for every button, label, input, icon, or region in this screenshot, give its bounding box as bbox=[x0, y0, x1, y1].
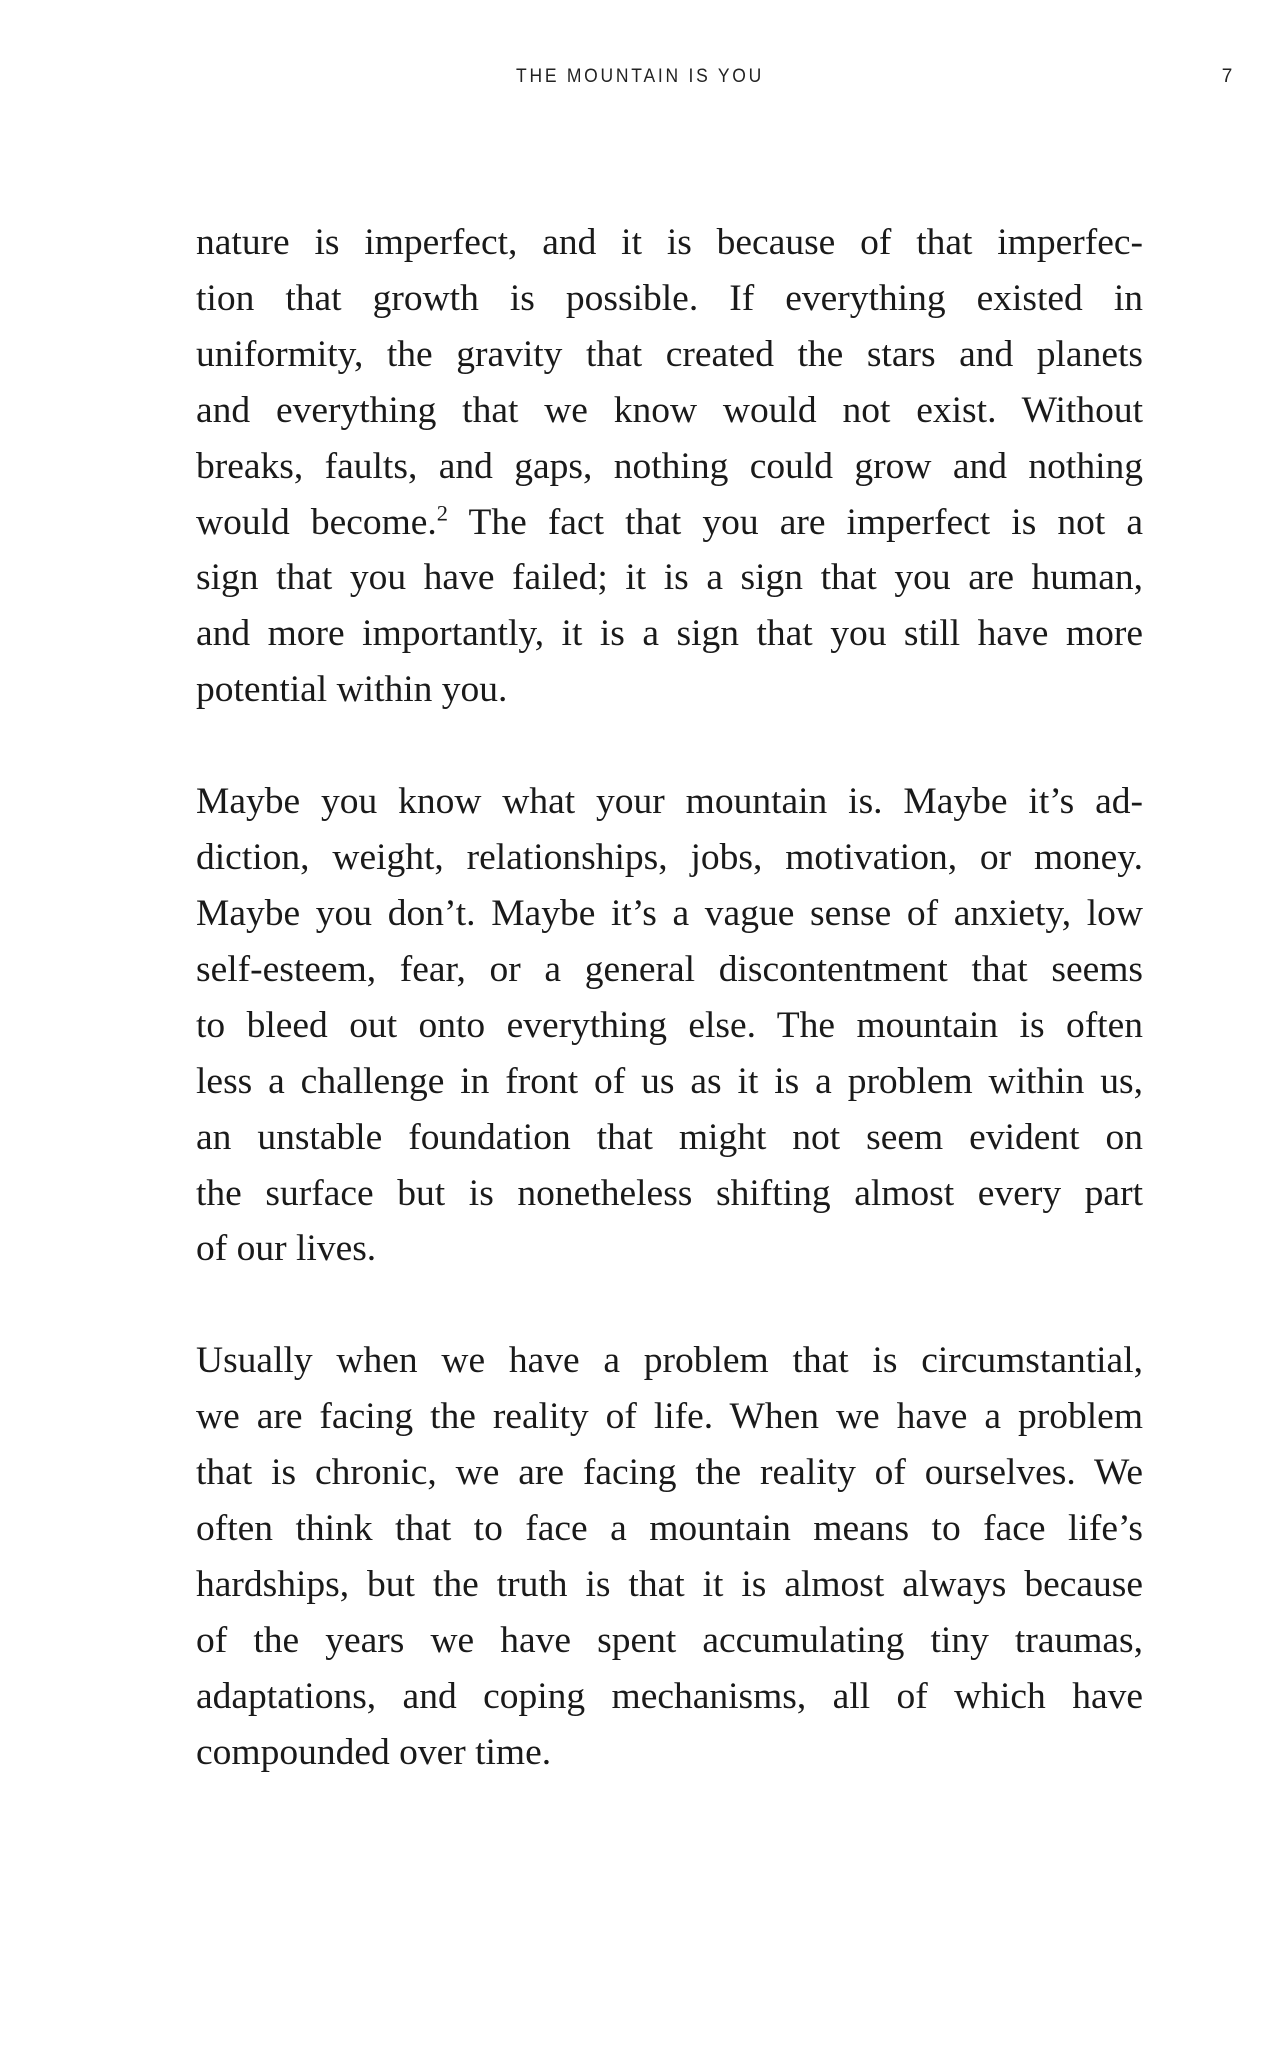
text-line: to bleed out onto everything else. The mountain is often bbox=[196, 1004, 1143, 1046]
text-line: an unstable foundation that might not seem evident on bbox=[196, 1116, 1143, 1158]
text-line: nature is imperfect, and it is because of that imperfec- bbox=[196, 222, 1143, 263]
text-line: of the years we have spent accumulating tiny traumas, bbox=[196, 1619, 1143, 1661]
footnote-marker[interactable]: 2 bbox=[436, 500, 449, 526]
text-line: diction, weight, relationships, jobs, motivation, or money. bbox=[196, 837, 1143, 879]
text-line: less a challenge in front of us as it is a problem within us, bbox=[196, 1060, 1143, 1102]
body-text bbox=[196, 215, 1143, 1837]
text-line: Maybe you know what your mountain is. Maybe it’s ad- bbox=[196, 781, 1143, 823]
paragraph-3 bbox=[196, 1333, 1143, 1780]
text-line: self-esteem, fear, or a general discontentment that seems bbox=[196, 948, 1143, 990]
text-segment: would become. bbox=[196, 501, 437, 543]
text-line: Usually when we have a problem that is circumstantial, bbox=[196, 1340, 1143, 1382]
text-line: sign that you have failed; it is a sign that you are human, bbox=[196, 557, 1143, 599]
text-line: of our lives. bbox=[196, 1228, 377, 1270]
text-line: tion that growth is possible. If everything existed in bbox=[196, 277, 1143, 319]
text-line: Maybe you don’t. Maybe it’s a vague sense of anxiety, low bbox=[196, 892, 1143, 934]
text-line: and everything that we know would not exist. Without bbox=[196, 389, 1143, 431]
paragraph-2 bbox=[196, 774, 1143, 1277]
page-number: 7 bbox=[1221, 66, 1233, 87]
text-line: that is chronic, we are facing the reality of ourselves. We bbox=[196, 1452, 1143, 1494]
text-line: adaptations, and coping mechanisms, all of which have bbox=[196, 1675, 1143, 1717]
text-line: uniformity, the gravity that created the stars and planets bbox=[196, 333, 1143, 375]
paragraph-1 bbox=[196, 215, 1143, 718]
running-head-title: THE MOUNTAIN IS YOU bbox=[516, 66, 764, 87]
text-line: hardships, but the truth is that it is almost always because bbox=[196, 1563, 1143, 1605]
text-line: and more importantly, it is a sign that you still have more bbox=[196, 613, 1143, 655]
text-line: the surface but is nonetheless shifting almost every part bbox=[196, 1172, 1143, 1214]
text-line: compounded over time. bbox=[196, 1731, 552, 1773]
text-line-with-footnote bbox=[196, 495, 1143, 551]
text-segment: The fact that you are imperfect is not a bbox=[468, 501, 1143, 543]
text-line: potential within you. bbox=[196, 669, 508, 711]
text-line: often think that to face a mountain means to face life’s bbox=[196, 1508, 1143, 1550]
text-line: breaks, faults, and gaps, nothing could grow and nothing bbox=[196, 445, 1143, 487]
text-line: we are facing the reality of life. When we have a problem bbox=[196, 1396, 1143, 1438]
